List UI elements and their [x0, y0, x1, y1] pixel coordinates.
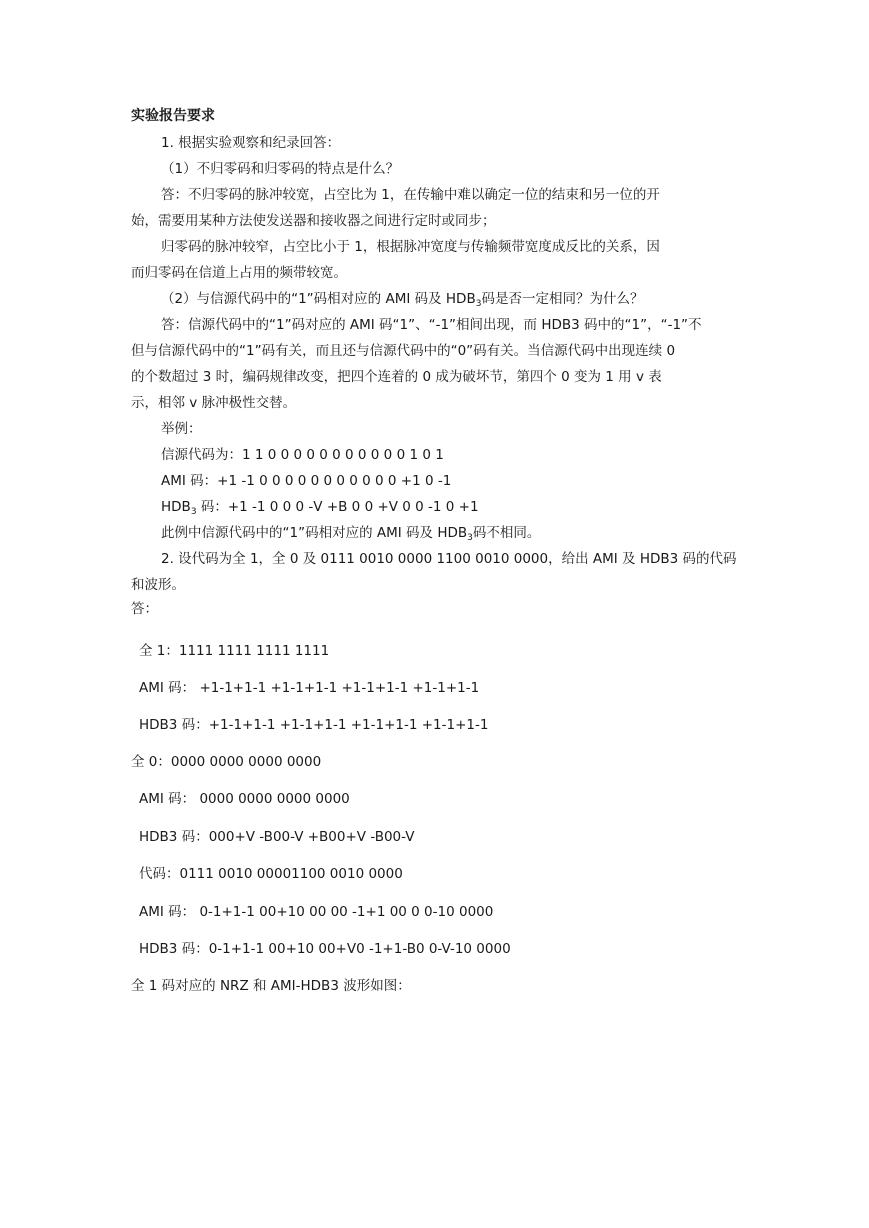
- answer-1-1-line-3: 归零码的脉冲较窄，占空比小于 1，根据脉冲宽度与传输频带宽度成反比的关系，因: [161, 239, 660, 255]
- answer-1-2-line-4: 示，相邻 v 脉冲极性交替。: [131, 395, 297, 411]
- mixed-code-ami: AMI 码： 0-1+1-1 00+10 00 00 -1+1 00 0 0-10 0000: [139, 904, 494, 920]
- ami-code-line: AMI 码：+1 -1 0 0 0 0 0 0 0 0 0 0 0 +1 0 -1: [161, 473, 452, 489]
- answer-1-2-line-3: 的个数超过 3 时，编码规律改变，把四个连着的 0 成为破坏节，第四个 0 变为 1 用 v 表: [131, 369, 662, 385]
- all-ones-hdb3: HDB3 码：+1-1+1-1 +1-1+1-1 +1-1+1-1 +1-1+1-1: [139, 717, 489, 733]
- question-2-line-1: 2. 设代码为全 1，全 0 及 0111 0010 0000 1100 0010 0000，给出 AMI 及 HDB3 码的代码: [161, 551, 737, 567]
- answer-1-2-line-1: 答：信源代码中的“1”码对应的 AMI 码“1”、“-1”相间出现，而 HDB3 码中的“1”，“-1”不: [161, 317, 702, 333]
- report-title: 实验报告要求: [131, 108, 215, 124]
- question-1-1: （1）不归零码和归零码的特点是什么？: [161, 161, 400, 177]
- waveform-caption: 全 1 码对应的 NRZ 和 AMI-HDB3 波形如图：: [131, 978, 411, 994]
- all-ones-code: 全 1：1111 1111 1111 1111: [139, 643, 330, 659]
- answer-1-1-line-4: 而归零码在信道上占用的频带较宽。: [131, 265, 347, 281]
- answer-1-1-line-2: 始，需要用某种方法使发送器和接收器之间进行定时或同步；: [131, 213, 496, 229]
- question-2-line-2: 和波形。: [131, 577, 185, 593]
- answer-1-2-line-2: 但与信源代码中的“1”码有关，而且还与信源代码中的“0”码有关。当信源代码中出现连续 0: [131, 343, 676, 359]
- all-zeros-hdb3: HDB3 码：000+V -B00-V +B00+V -B00-V: [139, 829, 415, 845]
- question-1-heading: 1. 根据实验观察和纪录回答：: [161, 135, 341, 151]
- all-zeros-ami: AMI 码： 0000 0000 0000 0000: [139, 791, 350, 807]
- answer-1-1-line-1: 答：不归零码的脉冲较宽，占空比为 1，在传输中难以确定一位的结束和另一位的开: [161, 187, 660, 203]
- mixed-code-hdb3: HDB3 码：0-1+1-1 00+10 00+V0 -1+1-B0 0-V-10 0000: [139, 941, 511, 957]
- example-conclusion: 此例中信源代码中的“1”码相对应的 AMI 码及 $HDB_3$码不相同。: [161, 525, 541, 543]
- hdb3-code-line: $HDB_3$ 码：+1 -1 0 0 0 -V +B 0 0 +V 0 0 -1 0 +1: [161, 499, 479, 517]
- all-ones-ami: AMI 码： +1-1+1-1 +1-1+1-1 +1-1+1-1 +1-1+1-1: [139, 680, 480, 696]
- source-code-line: 信源代码为：1 1 0 0 0 0 0 0 0 0 0 0 0 1 0 1: [161, 447, 444, 463]
- answer-2-label: 答：: [131, 601, 158, 617]
- question-1-2: （2）与信源代码中的“1”码相对应的 AMI 码及 $HDB_3$码是否一定相同？为什么？: [161, 291, 644, 309]
- all-zeros-code: 全 0：0000 0000 0000 0000: [131, 754, 322, 770]
- mixed-code: 代码：0111 0010 00001100 0010 0000: [139, 866, 403, 882]
- example-label: 举例：: [161, 421, 202, 437]
